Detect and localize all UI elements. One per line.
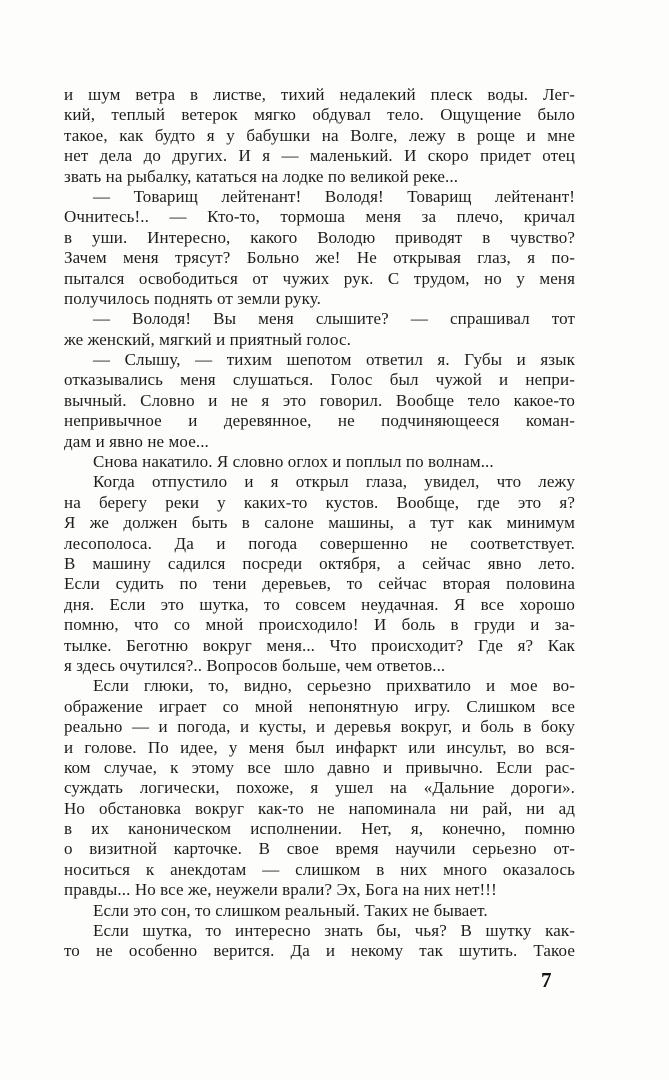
paragraph	[64, 676, 575, 900]
text-line: лесополоса. Да и погода совершенно не соответствует.	[64, 533, 575, 553]
text-line: Я же должен быть в салоне машины, а тут как минимум	[64, 513, 575, 533]
text-line: — Товарищ лейтенант! Володя! Товарищ лейтенант!	[93, 186, 575, 206]
text-line: отказывались меня слушаться. Голос был чужой и непри-	[64, 370, 575, 390]
text-line: и голове. По идее, у меня был инфаркт или инсульт, во вся-	[64, 737, 575, 757]
text-block	[64, 85, 575, 962]
text-line: в их каноническом исполнении. Нет, я, конечно, помню	[64, 819, 575, 839]
text-line: ком случае, к этому все шло давно и привычно. Если рас-	[64, 757, 575, 777]
text-line: носиться к анекдотам — слишком в них много оказалось	[64, 859, 575, 879]
text-line: в уши. Интересно, какого Володю приводят в чувство?	[64, 227, 575, 247]
text-line: вычный. Словно и не я это говорил. Вообще тело какое-то	[64, 390, 575, 410]
text-line: Если шутка, то интересно знать бы, чья? В шутку как-	[93, 921, 575, 941]
paragraph	[64, 309, 575, 350]
text-line: реально — и погода, и кусты, и деревья вокруг, и боль в боку	[64, 717, 575, 737]
text-line: звать на рыбалку, кататься на лодке по великой реке...	[64, 166, 459, 186]
text-line: то не особенно верится. Да и некому так шутить. Такое	[64, 941, 575, 961]
text-line: Если глюки, то, видно, серьезно прихватило и мое во-	[93, 676, 575, 696]
text-line: Если судить по тени деревьев, то сейчас вторая половина	[64, 574, 575, 594]
page-number: 7	[541, 968, 552, 992]
text-line: пытался освободиться от чужих рук. С трудом, но у меня	[64, 268, 575, 288]
text-line: дня. Если это шутка, то совсем неудачная. Я все хорошо	[64, 594, 575, 614]
paragraph	[64, 921, 575, 962]
text-line: непривычное и деревянное, не подчиняющееся коман-	[64, 411, 575, 431]
paragraph	[64, 85, 575, 187]
paragraph	[64, 472, 575, 676]
text-line: же женский, мягкий и приятный голос.	[64, 329, 352, 349]
text-line: В машину садился посреди октября, а сейчас явно лето.	[64, 553, 575, 573]
paragraph	[64, 350, 575, 452]
text-line: тылке. Беготню вокруг меня... Что происходит? Где я? Как	[64, 635, 575, 655]
paragraph	[64, 901, 575, 921]
paragraph	[64, 187, 575, 309]
text-line: Зачем меня трясут? Больно же! Не открывая глаз, я по-	[64, 248, 575, 268]
paragraph	[64, 452, 575, 472]
text-line: ображение играет со мной непонятную игру. Слишком все	[64, 696, 575, 716]
text-line: кий, теплый ветерок мягко обдувал тело. Ощущение было	[64, 105, 575, 125]
text-line: о визитной карточке. В свое время научили серьезно от-	[64, 839, 575, 859]
text-line: и шум ветра в листве, тихий недалекий плеск воды. Лег-	[64, 85, 575, 104]
text-line: — Слышу, — тихим шепотом ответил я. Губы и язык	[93, 350, 575, 370]
text-line: Снова накатило. Я словно оглох и поплыл по волнам...	[93, 452, 494, 472]
text-line: такое, как будто я у бабушки на Волге, лежу в роще и мне	[64, 125, 575, 145]
text-line: Но обстановка вокруг как-то не напоминала ни рай, ни ад	[64, 798, 575, 818]
text-line: получилось поднять от земли руку.	[64, 288, 322, 308]
text-line: суждать логически, похоже, я ушел на «Дальние дороги».	[64, 778, 575, 798]
text-line: Когда отпустило и я открыл глаза, увидел, что лежу	[93, 472, 575, 492]
text-line: правды... Но все же, неужели врали? Эх, Бога на них нет!!!	[64, 880, 497, 900]
text-line: дам и явно не мое...	[64, 431, 209, 451]
text-line: Если это сон, то слишком реальный. Таких не бывает.	[93, 900, 488, 920]
text-line: — Володя! Вы меня слышите? — спрашивал тот	[93, 309, 575, 329]
text-line: на берегу реки у каких-то кустов. Вообще, где это я?	[64, 492, 575, 512]
text-line: помню, что со мной происходило! И боль в груди и за-	[64, 615, 575, 635]
text-line: нет дела до других. И я — маленький. И скоро придет отец	[64, 146, 575, 166]
text-line: я здесь очутился?.. Вопросов больше, чем ответов...	[64, 655, 446, 675]
text-line: Очнитесь!.. — Кто-то, тормоша меня за плечо, кричал	[64, 207, 575, 227]
